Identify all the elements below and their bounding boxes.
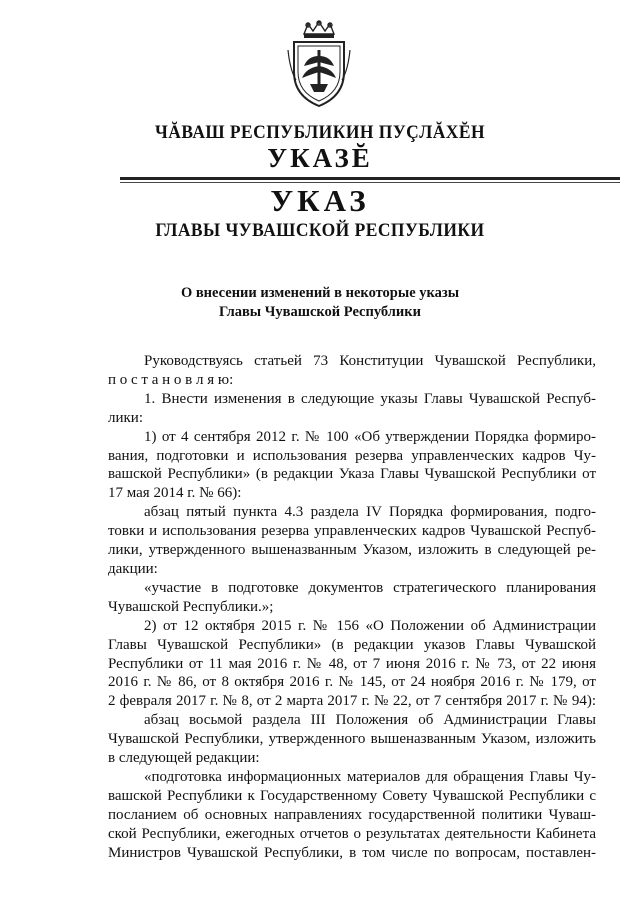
body-line: 17 мая 2014 г. № 66): xyxy=(108,485,242,502)
russian-ukaz-heading: УКАЗ xyxy=(270,183,370,218)
body-line: лики, утвержденного вышеназванным Указом, изложить в следующей ре- xyxy=(108,542,596,559)
body-line: Главы Чувашской Республики» (в редакции указов Главы Чувашской xyxy=(108,636,596,653)
body-line: «участие в подготовке документов стратегического планирования xyxy=(144,579,596,596)
document-body xyxy=(108,352,596,862)
body-line: лики: xyxy=(108,409,143,426)
body-line: Руководствуясь статьей 73 Конституции Чувашской Республики, xyxy=(144,353,596,369)
body-line: абзац восьмой раздела III Положения об Администрации Главы xyxy=(144,712,596,729)
document-title-line: Главы Чувашской Республики xyxy=(218,304,421,320)
body-line: ской Республики, ежегодных отчетов о результатах деятельности Кабинета xyxy=(108,825,596,842)
body-line: Министров Чувашской Республики, в том числе по вопросам, поставлен- xyxy=(108,844,596,861)
body-line: 2016 г. № 86, от 8 октября 2016 г. № 145, от 24 ноября 2016 г. № 179, от xyxy=(108,674,596,691)
document-title xyxy=(0,284,640,322)
coat-of-arms-icon xyxy=(286,20,352,110)
body-line: абзац пятый пункта 4.3 раздела IV Порядка формирования, подго- xyxy=(144,504,596,521)
body-line: Чувашской Республики, утвержденного вышеназванным Указом, изложить xyxy=(108,731,596,748)
body-line: 2 февраля 2017 г. № 8, от 2 марта 2017 г. № 22, от 7 сентября 2017 г. № 94): xyxy=(108,693,596,710)
russian-subtitle: ГЛАВЫ ЧУВАШСКОЙ РЕСПУБЛИКИ xyxy=(155,220,485,241)
body-line: 1. Внести изменения в следующие указы Главы Чувашской Респуб- xyxy=(144,390,596,407)
document-title-line: О внесении изменений в некоторые указы xyxy=(180,285,460,301)
body-line: Чувашской Республики.»; xyxy=(108,598,274,615)
chuvash-ukaze-heading: УКАЗĔ xyxy=(267,143,373,173)
body-line: дакции: xyxy=(108,560,158,577)
body-line: вания, подготовки и использования резерва управленческих кадров Чу- xyxy=(108,447,596,464)
body-line: «подготовка информационных материалов для обращения Главы Чу- xyxy=(144,768,596,785)
body-line: вашской Республики к Государственному Совету Чувашской Республики с xyxy=(108,787,596,804)
chuvash-header-title: ЧĂВАШ РЕСПУБЛИКИН ПУÇЛĂХĔН xyxy=(154,122,486,143)
body-line: товки и использования резерва управленческих кадров Чувашской Респуб- xyxy=(108,523,596,540)
body-line: вашской Республики» (в редакции Указа Главы Чувашской Республики от xyxy=(108,466,596,483)
body-line: в следующей редакции: xyxy=(108,750,260,767)
body-line: Республики от 11 мая 2016 г. № 48, от 7 июня 2016 г. № 73, от 22 июня xyxy=(108,655,596,672)
body-line: п о с т а н о в л я ю: xyxy=(108,371,234,388)
header-divider-thick xyxy=(120,177,620,180)
body-line: посланием об основных направлениях государственной политики Чуваш- xyxy=(108,806,596,823)
body-line: 2) от 12 октября 2015 г. № 156 «О Положении об Администрации xyxy=(144,617,596,634)
body-line: 1) от 4 сентября 2012 г. № 100 «Об утверждении Порядка формиро- xyxy=(144,428,596,445)
